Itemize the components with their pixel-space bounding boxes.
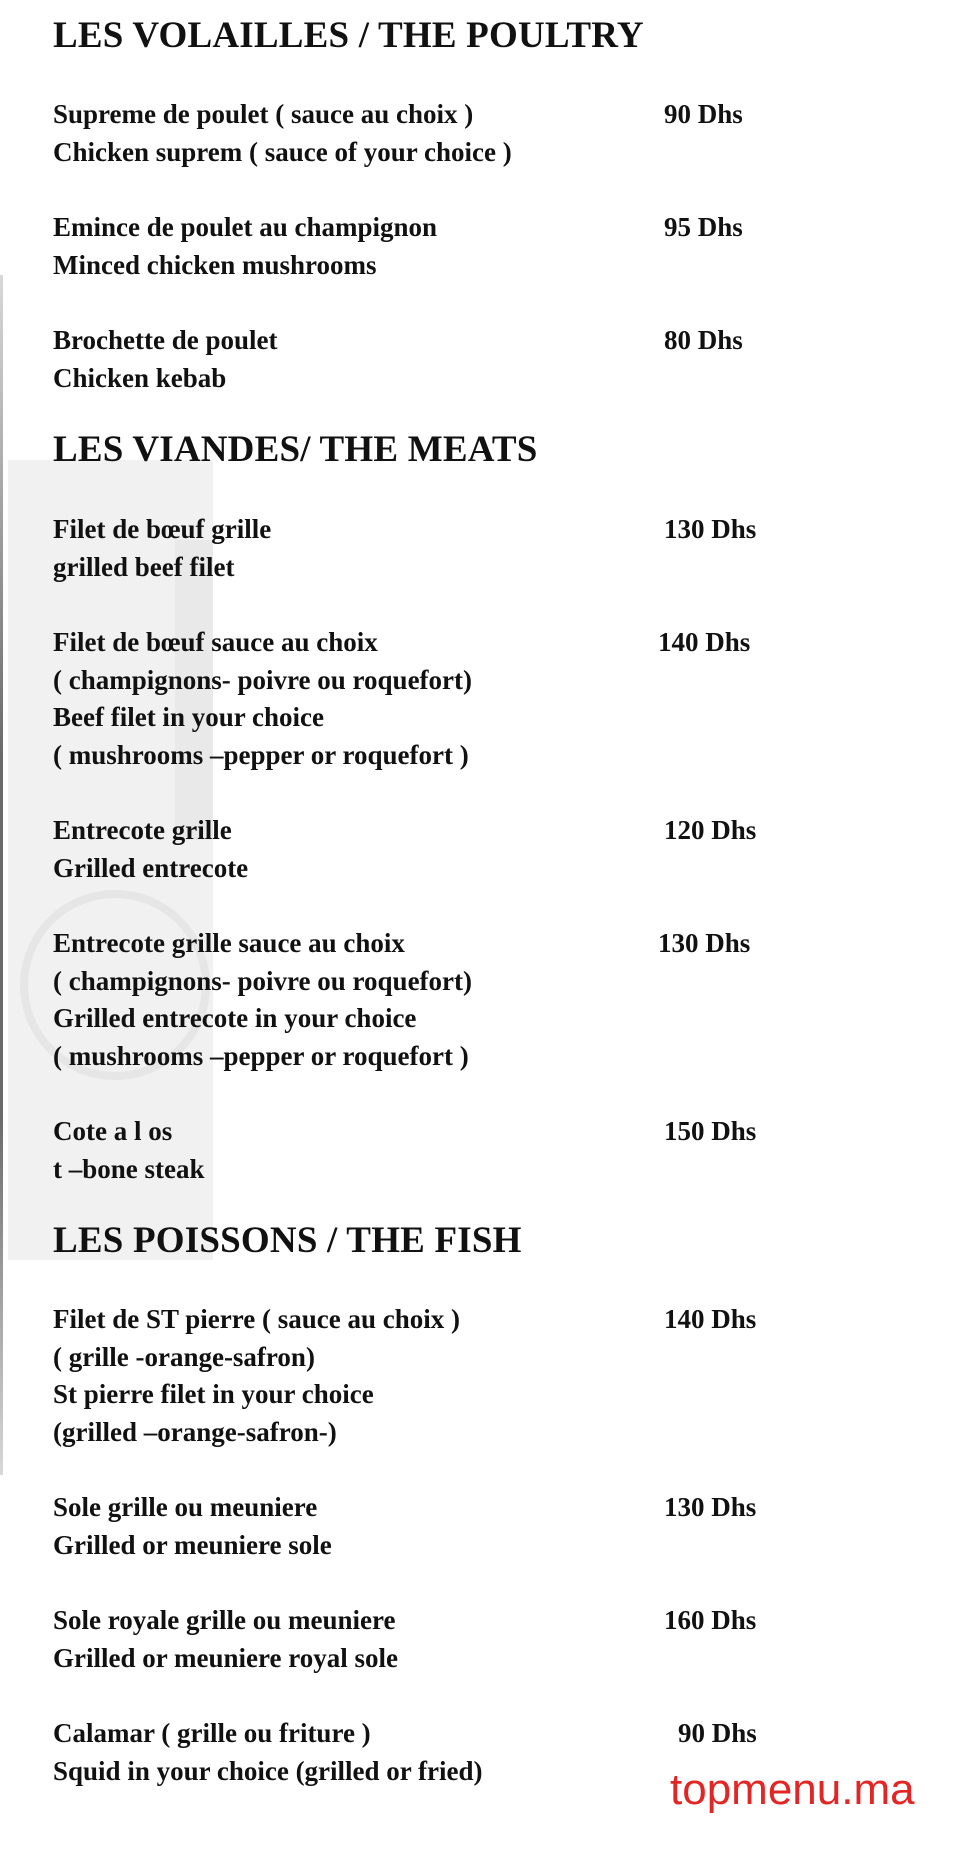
item-option-fr: ( champignons- poivre ou roquefort) <box>53 665 473 695</box>
item-name-en: t –bone steak <box>53 1154 205 1184</box>
item-name-en: grilled beef filet <box>53 552 235 582</box>
item-name-en: Chicken suprem ( sauce of your choice ) <box>53 137 512 167</box>
item-price: 90 Dhs <box>678 1718 757 1748</box>
item-name-en: Grilled or meuniere sole <box>53 1530 332 1560</box>
item-name-fr: Sole grille ou meuniere <box>53 1492 318 1522</box>
item-option-fr: ( champignons- poivre ou roquefort) <box>53 966 473 996</box>
item-name-en: Grilled or meuniere royal sole <box>53 1643 398 1673</box>
item-price: 130 Dhs <box>664 1492 757 1522</box>
section-title-meats: LES VIANDES/ THE MEATS <box>53 429 538 470</box>
section-title-poultry: LES VOLAILLES / THE POULTRY <box>53 15 644 56</box>
item-price: 130 Dhs <box>658 928 751 958</box>
item-option-en: ( mushrooms –pepper or roquefort ) <box>53 1041 469 1071</box>
item-name-fr: Filet de bœuf sauce au choix <box>53 627 378 657</box>
item-option-en: (grilled –orange-safron-) <box>53 1417 337 1447</box>
item-name-en: Grilled entrecote in your choice <box>53 1003 417 1033</box>
item-price: 150 Dhs <box>664 1116 757 1146</box>
item-name-fr: Sole royale grille ou meuniere <box>53 1605 396 1635</box>
item-price: 80 Dhs <box>664 325 743 355</box>
topmenu-watermark: topmenu.ma <box>670 1765 915 1814</box>
item-name-en: Chicken kebab <box>53 363 227 393</box>
item-price: 95 Dhs <box>664 212 743 242</box>
item-name-fr: Filet de bœuf grille <box>53 514 272 544</box>
item-name-fr: Brochette de poulet <box>53 325 278 355</box>
section-title-fish: LES POISSONS / THE FISH <box>53 1220 522 1261</box>
item-name-fr: Entrecote grille sauce au choix <box>53 928 405 958</box>
item-price: 130 Dhs <box>664 514 757 544</box>
item-name-fr: Filet de ST pierre ( sauce au choix ) <box>53 1304 460 1334</box>
item-name-fr: Cote a l os <box>53 1116 173 1146</box>
item-name-en: St pierre filet in your choice <box>53 1379 374 1409</box>
left-edge-rule <box>0 275 3 1475</box>
item-name-fr: Entrecote grille <box>53 815 232 845</box>
item-name-en: Minced chicken mushrooms <box>53 250 377 280</box>
item-name-en: Squid in your choice (grilled or fried) <box>53 1756 483 1786</box>
item-name-fr: Emince de poulet au champignon <box>53 212 438 242</box>
item-name-fr: Supreme de poulet ( sauce au choix ) <box>53 99 474 129</box>
item-price: 90 Dhs <box>664 99 743 129</box>
item-name-en: Beef filet in your choice <box>53 702 324 732</box>
item-price: 140 Dhs <box>664 1304 757 1334</box>
item-option-fr: ( grille -orange-safron) <box>53 1342 315 1372</box>
item-option-en: ( mushrooms –pepper or roquefort ) <box>53 740 469 770</box>
item-price: 120 Dhs <box>664 815 757 845</box>
item-name-en: Grilled entrecote <box>53 853 249 883</box>
item-price: 160 Dhs <box>664 1605 757 1635</box>
item-price: 140 Dhs <box>658 627 751 657</box>
item-name-fr: Calamar ( grille ou friture ) <box>53 1718 371 1748</box>
